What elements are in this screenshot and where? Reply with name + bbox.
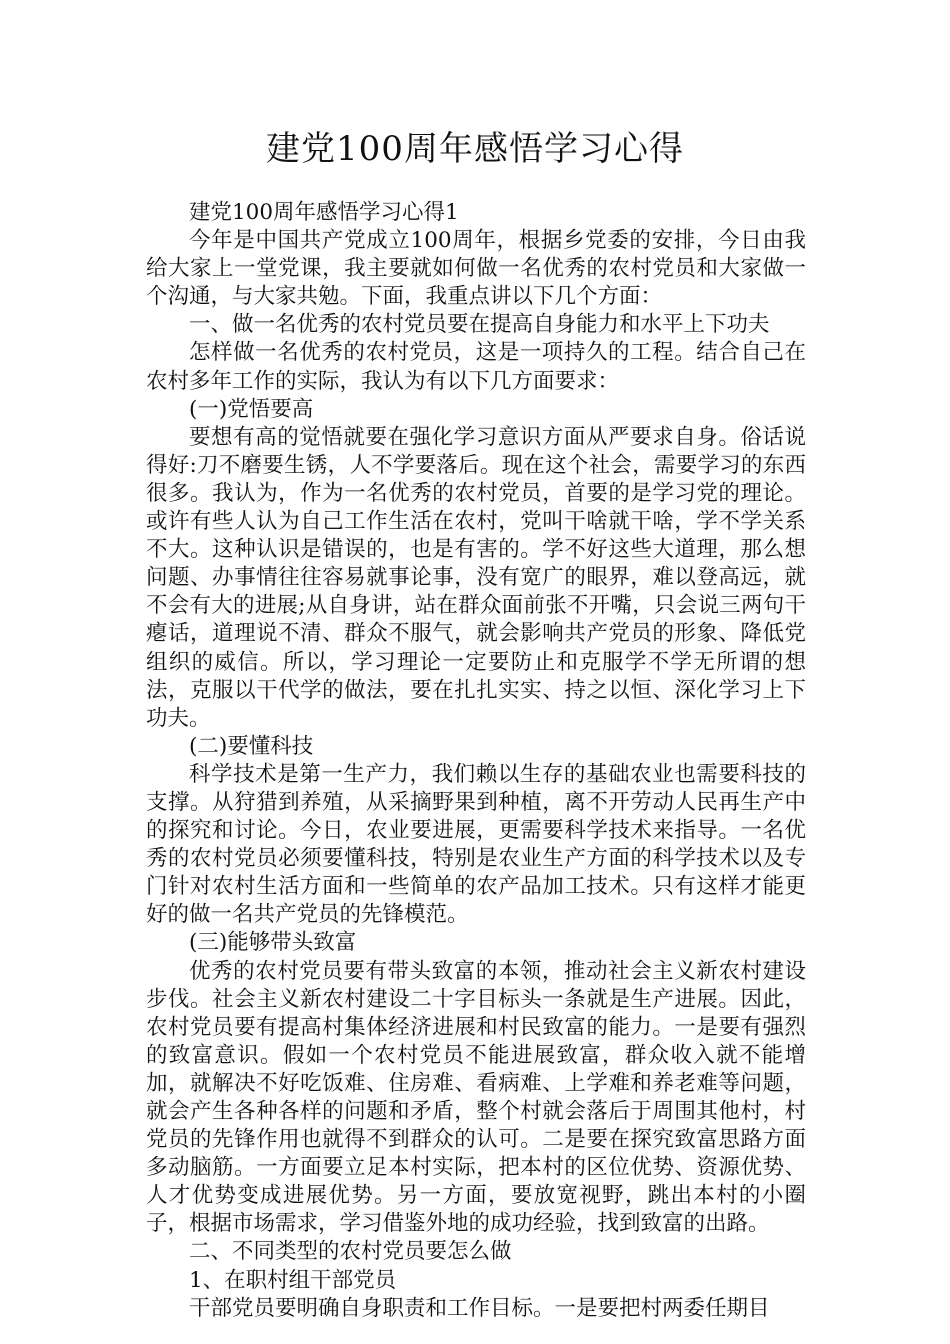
document-title: 建党100周年感悟学习心得 <box>266 129 684 169</box>
body-paragraph: 怎样做一名优秀的农村党员，这是一项持久的工程。结合自己在农村多年工作的实际，我认为有以下几方面要求： <box>146 340 806 394</box>
intro-paragraph: 今年是中国共产党成立100周年，根据乡党委的安排，今日由我给大家上一堂党课，我主要就如何做一名优秀的农村党员和大家做一个沟通，与大家共勉。下面，我重点讲以下几个方面： <box>146 228 806 310</box>
subsection-heading-1: (一)党悟要高 <box>189 396 314 422</box>
section-heading-1: 一、做一名优秀的农村党员要在提高自身能力和水平上下功夫 <box>189 312 770 338</box>
body-paragraph: 干部党员要明确自身职责和工作目标。一是要把村两委任期目 <box>189 1295 770 1321</box>
subsection-heading-4: 1、在职村组干部党员 <box>189 1267 397 1293</box>
body-paragraph: 优秀的农村党员要有带头致富的本领，推动社会主义新农村建设步伐。社会主义新农村建设二十字目标头一条就是生产进展。因此，农村党员要有提高村集体经济进展和村民致富的能力。一是要有强烈的致富意识。假如一个农村党员不能进展致富，群众收入就不能增加，就解决不好吃饭难、住房难、看病难、上学难和养老难等问题，就会产生各种各样的问题和矛盾，整个村就会落后于周围其他村，村党员的先锋作用也就得不到群众的认可。二是要在探究致富思路方面多动脑筋。一方面要立足本村实际，把本村的区位优势、资源优势、人才优势变成进展优势。另一方面，要放宽视野，跳出本村的小圈子，根据市场需求，学习借鉴外地的成功经验，找到致富的出路。 <box>146 958 806 1237</box>
body-paragraph: 科学技术是第一生产力，我们赖以生存的基础农业也需要科技的支撑。从狩猎到养殖，从采摘野果到种植，离不开劳动人民再生产中的探究和讨论。今日，农业要进展，更需要科学技术来指导。一名优秀的农村党员必须要懂科技，特别是农业生产方面的科学技术以及专门针对农村生活方面和一些简单的农产品加工技术。只有这样才能更好的做一名共产党员的先锋模范。 <box>146 761 806 928</box>
document-body <box>146 199 806 1323</box>
body-paragraph: 要想有高的觉悟就要在强化学习意识方面从严要求自身。俗话说得好:刀不磨要生锈，人不学要落后。现在这个社会，需要学习的东西很多。我认为，作为一名优秀的农村党员，首要的是学习党的理论。或许有些人认为自己工作生活在农村，党叫干啥就干啥，学不学关系不大。这种认识是错误的，也是有害的。学不好这些大道理，那么想问题、办事情往往容易就事论事，没有宽广的眼界，难以登高远，就不会有大的进展;从自身讲，站在群众面前张不开嘴，只会说三两句干瘪话，道理说不清、群众不服气，就会影响共产党员的形象、降低党组织的威信。所以，学习理论一定要防止和克服学不学无所谓的想法，克服以干代学的做法，要在扎扎实实、持之以恒、深化学习上下功夫。 <box>146 424 806 731</box>
subsection-heading-2: (二)要懂科技 <box>189 733 314 759</box>
subsection-heading-3: (三)能够带头致富 <box>189 930 357 956</box>
subtitle-paragraph: 建党100周年感悟学习心得1 <box>189 200 459 225</box>
section-heading-2: 二、不同类型的农村党员要怎么做 <box>189 1239 512 1265</box>
